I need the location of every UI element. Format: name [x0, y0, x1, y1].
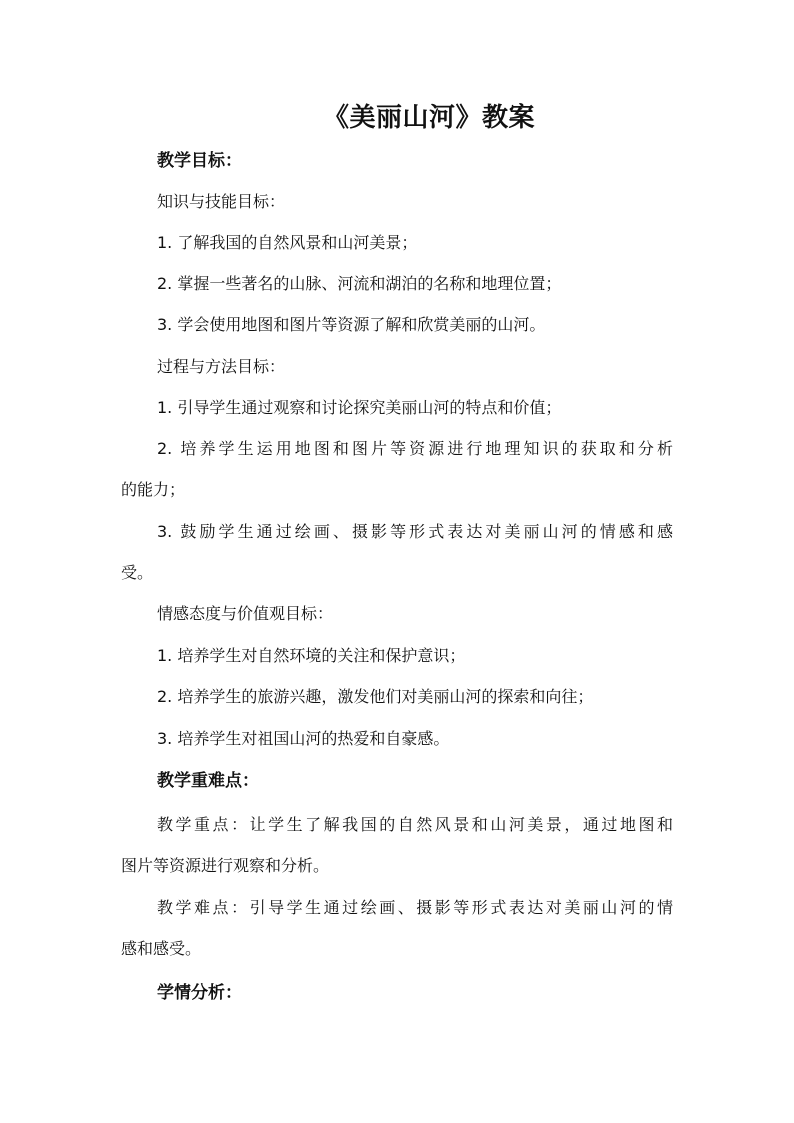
list-item: 1. 了解我国的自然风景和山河美景； — [157, 233, 418, 252]
list-item: 2. 培养学生运用地图和图片等资源进行地理知识的获取和分析 — [157, 439, 673, 458]
label-process-methods: 过程与方法目标： — [157, 357, 286, 376]
label-knowledge-skills: 知识与技能目标： — [157, 192, 286, 211]
heading-student-analysis: 学情分析： — [157, 983, 242, 1003]
document-title: 《美丽山河》教案 — [322, 103, 535, 133]
difficult-point-continuation: 感和感受。 — [121, 939, 202, 958]
heading-key-difficult: 教学重难点： — [157, 771, 259, 791]
list-item: 2. 掌握一些著名的山脉、河流和湖泊的名称和地理位置； — [157, 274, 562, 293]
list-item: 1. 引导学生通过观察和讨论探究美丽山河的特点和价值； — [157, 398, 562, 417]
list-item: 2. 培养学生的旅游兴趣，激发他们对美丽山河的探索和向往； — [157, 687, 594, 706]
difficult-point-text: 教学难点：引导学生通过绘画、摄影等形式表达对美丽山河的情 — [157, 898, 673, 917]
list-item: 3. 培养学生对祖国山河的热爱和自豪感。 — [157, 729, 450, 748]
list-item: 3. 学会使用地图和图片等资源了解和欣赏美丽的山河。 — [157, 315, 546, 334]
key-point-text: 教学重点：让学生了解我国的自然风景和山河美景，通过地图和 — [157, 815, 673, 834]
label-emotion-values: 情感态度与价值观目标： — [157, 604, 334, 623]
key-point-continuation: 图片等资源进行观察和分析。 — [121, 856, 330, 875]
list-item-continuation: 受。 — [121, 563, 154, 582]
list-item-continuation: 的能力； — [121, 480, 186, 499]
heading-teaching-goals: 教学目标： — [157, 151, 242, 171]
list-item: 1. 培养学生对自然环境的关注和保护意识； — [157, 646, 466, 665]
list-item: 3. 鼓励学生通过绘画、摄影等形式表达对美丽山河的情感和感 — [157, 522, 673, 541]
